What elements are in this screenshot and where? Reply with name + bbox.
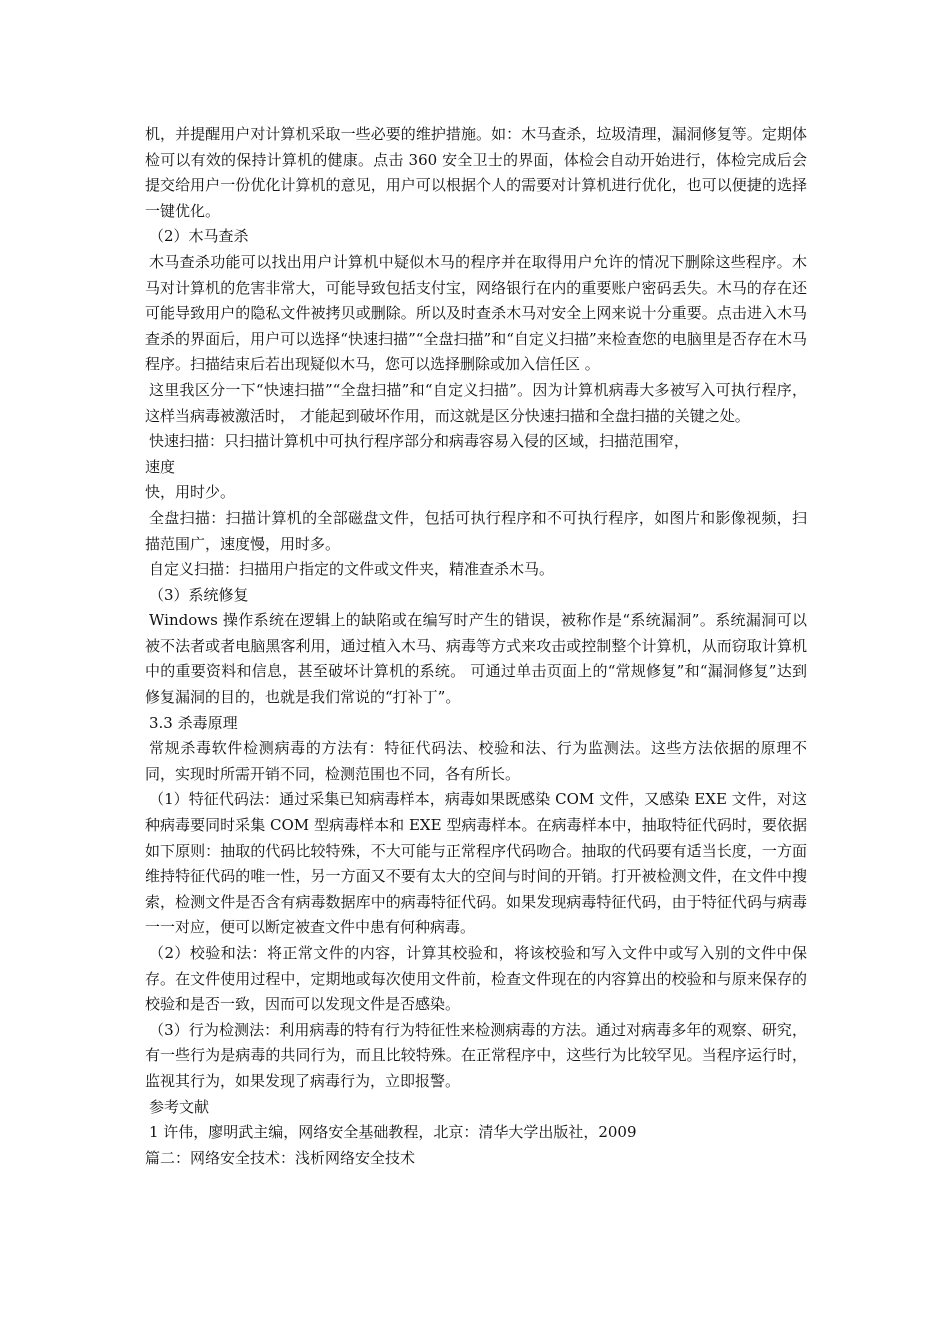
paragraph-signature-method: （1）特征代码法：通过采集已知病毒样本，病毒如果既感染 COM 文件，又感染 EXE 文件，对这种病毒要同时采集 COM 型病毒样本和 EXE 型病毒样本。在病毒样本中，抽取特征代码时，要依据如下原则：抽取的代码比较特殊，不大可能与正常程序代码吻合。抽取的代码要有适当长度，一方面维持特征代码的唯一性，另一方面又不要有太大的空间与时间的开销。打开被检测文件，在文件中搜索，检测文件是否含有病毒数据库中的病毒特征代码。如果发现病毒特征代码，由于特征代码与病毒一一对应，便可以断定被查文件中患有何种病毒。 <box>145 790 807 937</box>
paragraph-quick-scan: 快速扫描：只扫描计算机中可执行程序部分和病毒容易入侵的区域，扫描范围窄， <box>149 432 690 451</box>
heading-system-repair: （3）系统修复 <box>149 585 249 604</box>
paragraph-checkup-continued: 机，并提醒用户对计算机采取一些必要的维护措施。如：木马查杀，垃圾清理，漏洞修复等。定期体检可以有效的保持计算机的健康。点击 360 安全卫士的界面，体检会自动开始进行，体检完成后会提交给用户一份优化计算机的意见，用户可以根据个人的需要对计算机进行优化，也可以便捷的选择一键优化。 <box>145 125 807 220</box>
heading-references: 参考文献 <box>149 1097 210 1116</box>
paragraph-system-repair: Windows 操作系统在逻辑上的缺陷或在编写时产生的错误，被称作是“系统漏洞”。系统漏洞可以被不法者或者电脑黑客利用，通过植入木马、病毒等方式来攻击或控制整个计算机，从而窃取计算机中的重要资料和信息，甚至破坏计算机的系统。 可通过单击页面上的“常规修复”和“漏洞修复”达到修复漏洞的目的，也就是我们常说的“打补丁”。 <box>145 611 807 707</box>
paragraph-custom-scan: 自定义扫描：扫描用户指定的文件或文件夹，精准查杀木马。 <box>149 560 555 579</box>
paragraph-quick-scan-speed: 速度 <box>145 457 176 476</box>
paragraph-scan-types: 这里我区分一下“快速扫描”“全盘扫描”和“自定义扫描”。因为计算机病毒大多被写入可执行程序，这样当病毒被激活时， 才能起到破坏作用，而这就是区分快速扫描和全盘扫描的关键之处。 <box>145 380 807 425</box>
paragraph-behavior-method: （3）行为检测法：利用病毒的特有行为特征性来检测病毒的方法。通过对病毒多年的观察、研究，有一些行为是病毒的共同行为，而且比较特殊。在正常程序中，这些行为比较罕见。当程序运行时，监视其行为，如果发现了病毒行为，立即报警。 <box>145 1020 807 1090</box>
paragraph-checksum-method: （2）校验和法：将正常文件的内容，计算其校验和，将该校验和写入文件中或写入别的文件中保存。在文件使用过程中，定期地或每次使用文件前，检查文件现在的内容算出的校验和与原来保存的校验和是否一致，因而可以发现文件是否感染。 <box>145 944 807 1014</box>
paragraph-full-scan: 全盘扫描：扫描计算机的全部磁盘文件，包括可执行程序和不可执行程序，如图片和影像视频，扫描范围广，速度慢，用时多。 <box>145 508 807 553</box>
heading-trojan-scan: （2）木马查杀 <box>149 227 249 246</box>
paragraph-detection-methods: 常规杀毒软件检测病毒的方法有：特征代码法、校验和法、行为监测法。这些方法依据的原理不同，实现时所需开销不同，检测范围也不同，各有所长。 <box>145 739 807 783</box>
paragraph-trojan-scan: 木马查杀功能可以找出用户计算机中疑似木马的程序并在取得用户允许的情况下删除这些程序。木马对计算机的危害非常大，可能导致包括支付宝，网络银行在内的重要账户密码丢失。木马的存在还可能导致用户的隐私文件被拷贝或删除。所以及时查杀木马对安全上网来说十分重要。点击进入木马查杀的界面后，用户可以选择“快速扫描”“全盘扫描”和“自定义扫描”来检查您的电脑里是否存在木马程序。扫描结束后若出现疑似木马，您可以选择删除或加入信任区 。 <box>145 252 807 374</box>
reference-item: 1 许伟，廖明武主编，网络安全基础教程，北京：清华大学出版社，2009 <box>149 1123 637 1142</box>
heading-antivirus-principle: 3.3 杀毒原理 <box>149 713 238 732</box>
heading-part-two: 篇二：网络安全技术：浅析网络安全技术 <box>145 1148 416 1167</box>
paragraph-quick-scan-time: 快，用时少。 <box>145 483 236 502</box>
document-page <box>145 122 807 1171</box>
